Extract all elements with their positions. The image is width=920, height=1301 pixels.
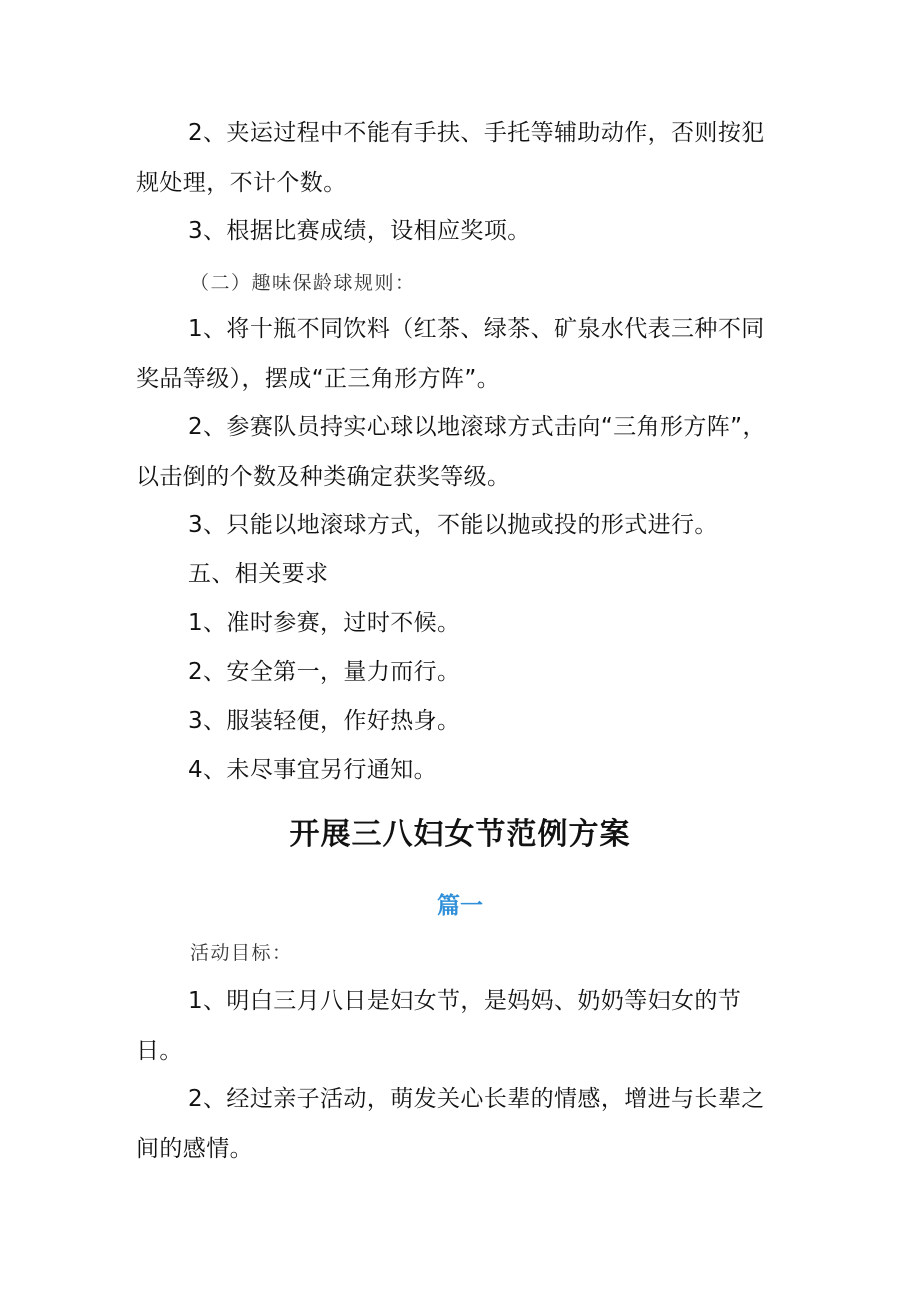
requirements-heading: 五、相关要求 — [188, 561, 329, 587]
document-title: 开展三八妇女节范例方案 — [289, 817, 631, 852]
bowling-rules-heading: （二）趣味保龄球规则： — [190, 272, 416, 294]
bowling-rule-1: 1、将十瓶不同饮料（红茶、绿茶、矿泉水代表三种不同奖品等级），摆成“正三角形方阵”。 — [136, 316, 765, 392]
goals-heading: 活动目标： — [190, 942, 293, 964]
requirement-4: 4、未尽事宜另行通知。 — [188, 757, 438, 783]
goal-2: 2、经过亲子活动，萌发关心长辈的情感，增进与长辈之间的感情。 — [136, 1086, 765, 1162]
requirement-3: 3、服装轻便，作好热身。 — [188, 708, 461, 734]
paragraph-rule-2: 2、夹运过程中不能有手扶、手托等辅助动作，否则按犯规处理，不计个数。 — [136, 120, 765, 196]
goal-1: 1、明白三月八日是妇女节，是妈妈、奶奶等妇女的节日。 — [136, 988, 742, 1064]
bowling-rule-3: 3、只能以地滚球方式，不能以抛或投的形式进行。 — [188, 512, 718, 538]
requirement-1: 1、准时参赛，过时不候。 — [188, 610, 461, 636]
bowling-rule-2: 2、参赛队员持实心球以地滚球方式击向“三角形方阵”，以击倒的个数及种类确定获奖等级。 — [136, 414, 766, 490]
paragraph-rule-3: 3、根据比赛成绩，设相应奖项。 — [188, 218, 531, 244]
section-label: 篇一 — [437, 893, 483, 919]
requirement-2: 2、安全第一，量力而行。 — [188, 659, 461, 685]
